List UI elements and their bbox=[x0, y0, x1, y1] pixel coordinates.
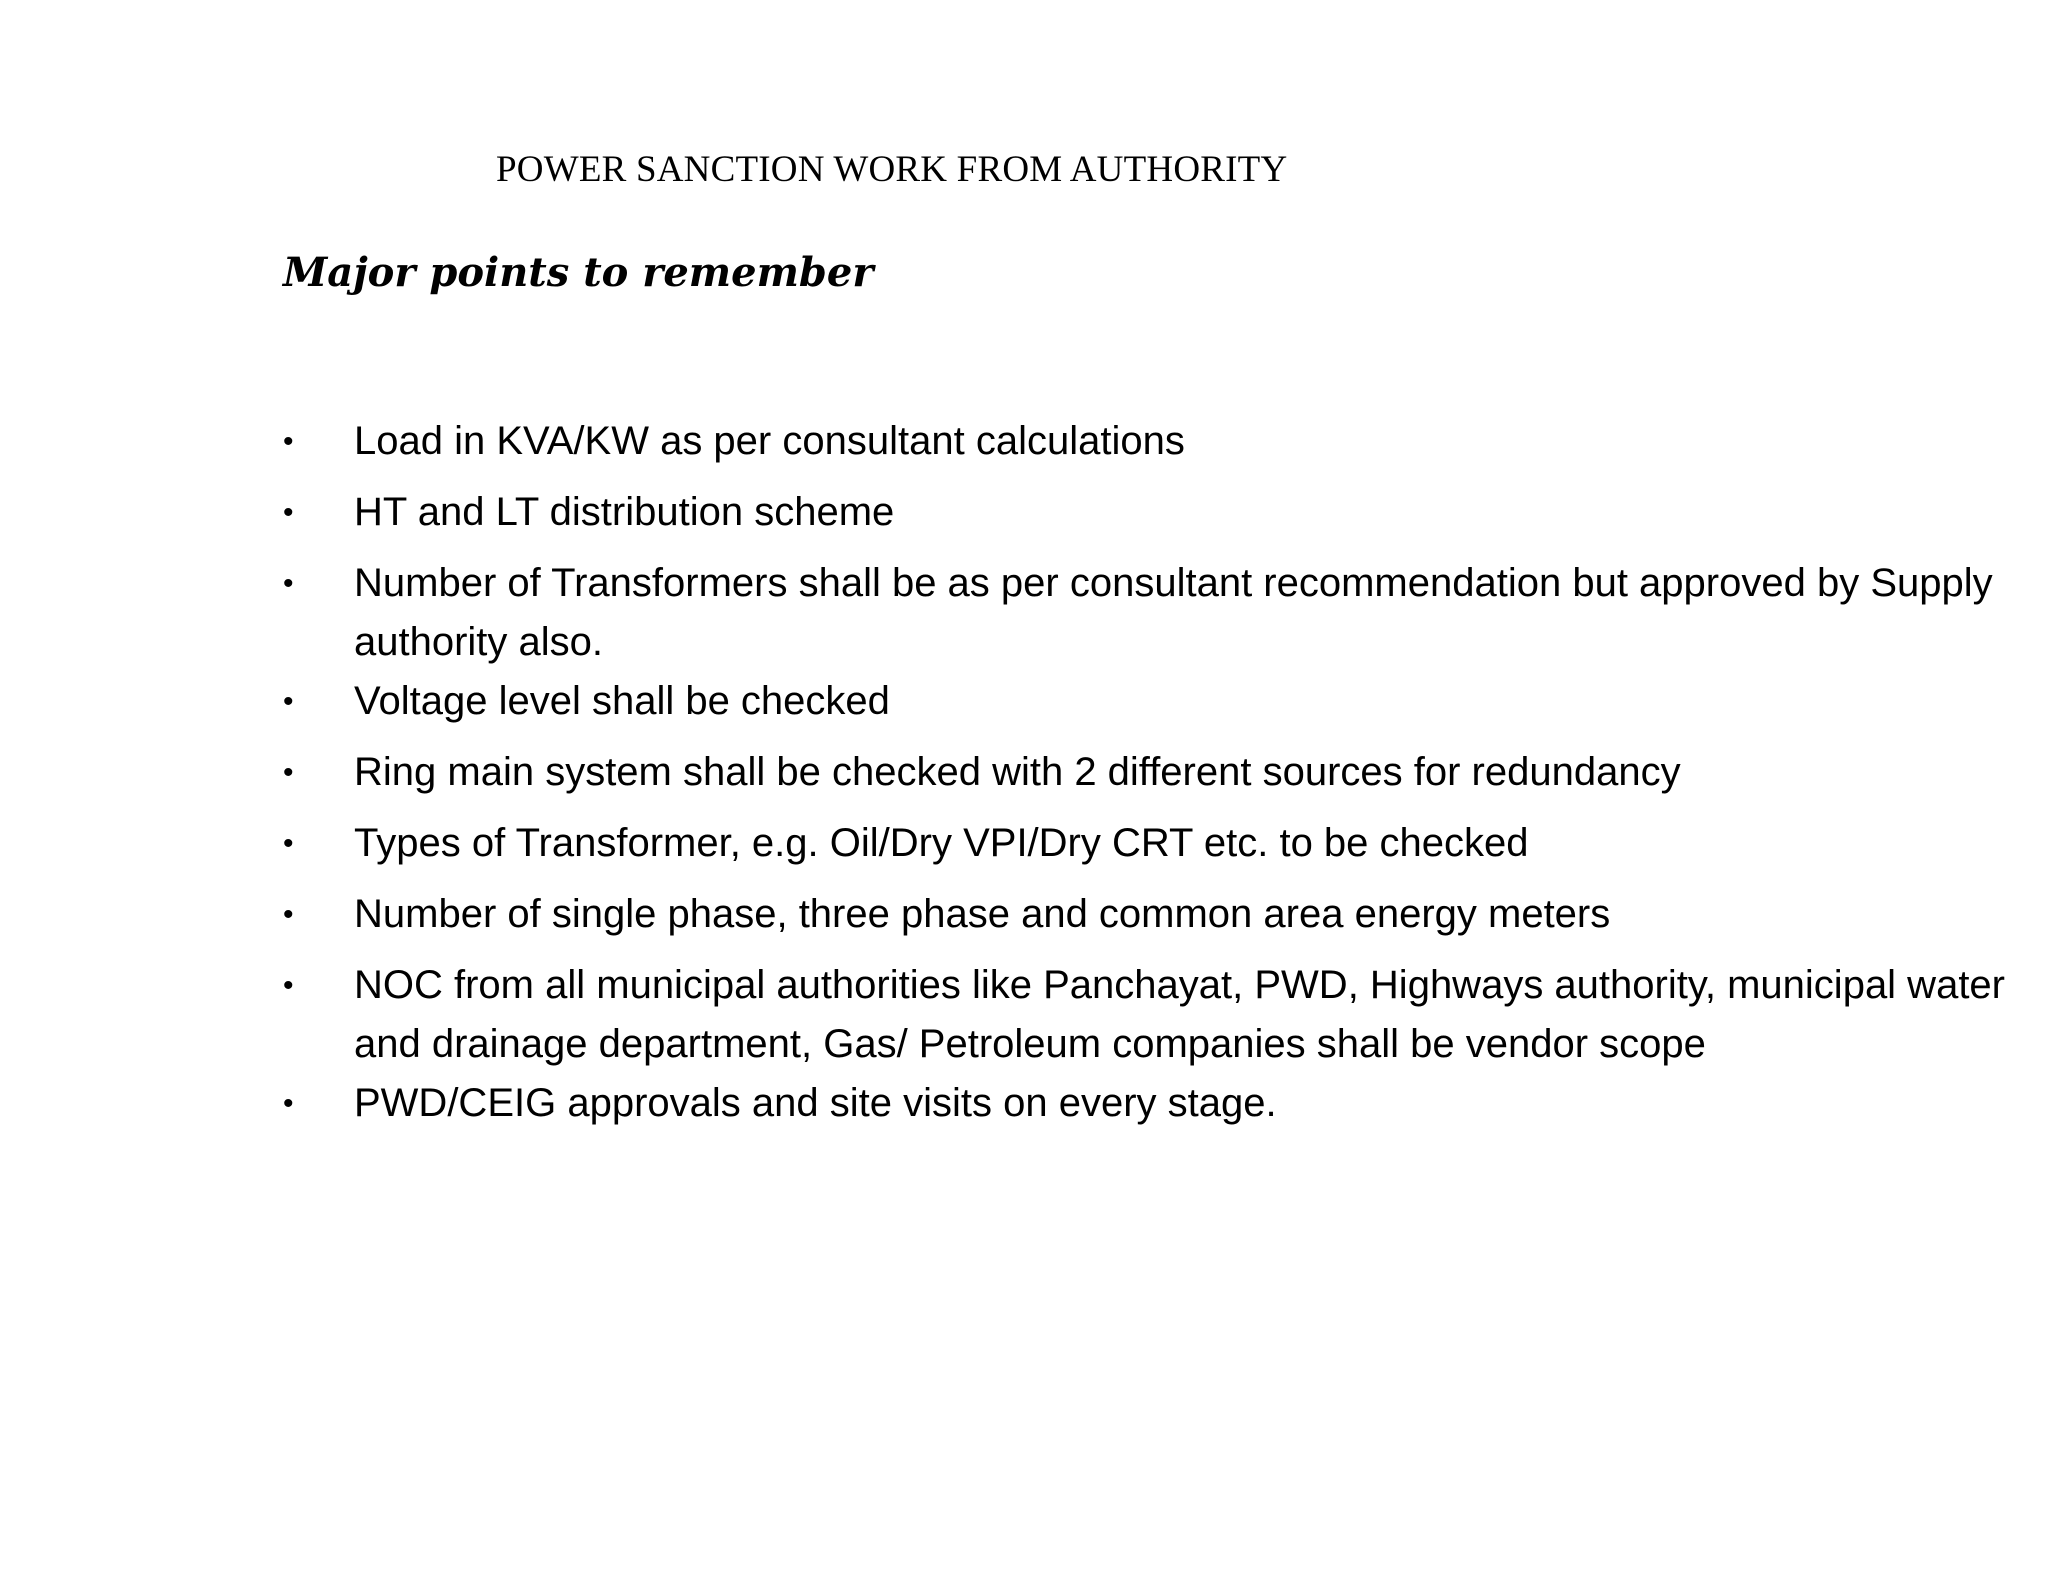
bullet-item bbox=[283, 483, 2023, 542]
document-subtitle: Major points to remember bbox=[283, 249, 874, 296]
bullet-item bbox=[283, 956, 2023, 1074]
bullet-item-text: NOC from all municipal authorities like Panchayat, PWD, Highways authority, municipal water and drainage department, Gas/ Petroleum companies shall be vendor scope bbox=[354, 963, 2005, 1066]
bullet-icon: • bbox=[283, 969, 294, 1002]
bullet-item-text: Types of Transformer, e.g. Oil/Dry VPI/Dry CRT etc. to be checked bbox=[354, 821, 1529, 865]
bullet-item bbox=[283, 412, 2023, 471]
bullet-icon: • bbox=[283, 685, 294, 718]
bullet-item bbox=[283, 814, 2023, 873]
bullet-icon: • bbox=[283, 756, 294, 789]
bullet-icon: • bbox=[283, 898, 294, 931]
bullet-item bbox=[283, 885, 2023, 944]
bullet-icon: • bbox=[283, 827, 294, 860]
bullet-item bbox=[283, 1074, 2023, 1133]
bullet-item bbox=[283, 743, 2023, 802]
bullet-icon: • bbox=[283, 1087, 294, 1120]
bullet-item-text: Ring main system shall be checked with 2 different sources for redundancy bbox=[354, 750, 1681, 794]
document-title: POWER SANCTION WORK FROM AUTHORITY bbox=[496, 149, 1288, 190]
bullet-item-text: Load in KVA/KW as per consultant calculations bbox=[354, 419, 1185, 463]
bullet-item-text: HT and LT distribution scheme bbox=[354, 490, 895, 534]
bullet-item bbox=[283, 672, 2023, 731]
bullet-icon: • bbox=[283, 496, 294, 529]
bullet-item-text: Number of single phase, three phase and common area energy meters bbox=[354, 892, 1611, 936]
bullet-icon: • bbox=[283, 425, 294, 458]
bullet-item-text: Voltage level shall be checked bbox=[354, 679, 890, 723]
bullet-item bbox=[283, 554, 2023, 672]
bullet-list bbox=[283, 412, 2023, 1145]
bullet-item-text: PWD/CEIG approvals and site visits on every stage. bbox=[354, 1081, 1277, 1125]
bullet-icon: • bbox=[283, 567, 294, 600]
bullet-item-text: Number of Transformers shall be as per consultant recommendation but approved by Supply authority also. bbox=[354, 561, 1993, 664]
